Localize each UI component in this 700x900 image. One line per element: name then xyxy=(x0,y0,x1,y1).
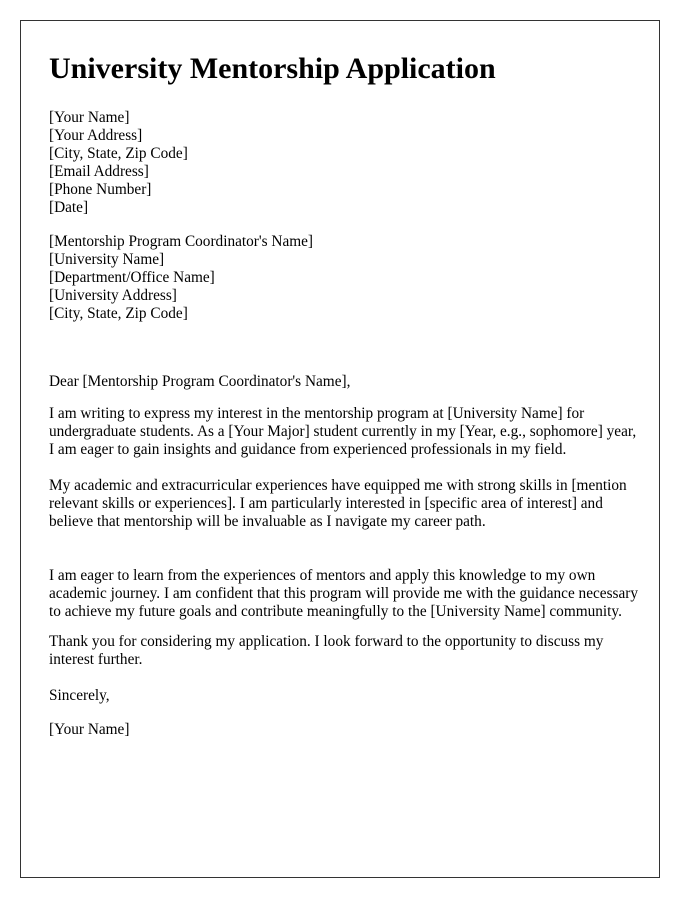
sender-phone: [Phone Number] xyxy=(49,181,152,198)
body-paragraph-3: I am eager to learn from the experiences of mentors and apply this knowledge to my own academic journey. I am confident that this program will provide me with the guidance necessary to achieve my future goals and contribute meaningfully to the [University Name] community. xyxy=(49,567,639,620)
letter-date: [Date] xyxy=(49,199,89,216)
recipient-city-state-zip: [City, State, Zip Code] xyxy=(49,305,188,322)
recipient-address-block xyxy=(49,233,313,323)
sender-city-state-zip: [City, State, Zip Code] xyxy=(49,145,188,162)
recipient-university: [University Name] xyxy=(49,251,165,268)
sender-name: [Your Name] xyxy=(49,109,130,126)
signature-name: [Your Name] xyxy=(49,721,130,738)
letter-title: University Mentorship Application xyxy=(49,52,496,85)
body-paragraph-1: I am writing to express my interest in the mentorship program at [University Name] for undergraduate students. As a [Your Major] student currently in my [Year, e.g., sophomore] year, I am eager to gain insights and guidance from experienced professionals in my field. xyxy=(49,405,637,458)
salutation: Dear [Mentorship Program Coordinator's Name], xyxy=(49,373,351,390)
sender-email: [Email Address] xyxy=(49,163,149,180)
sender-address: [Your Address] xyxy=(49,127,143,144)
body-paragraph-4: Thank you for considering my application. I look forward to the opportunity to discuss my interest further. xyxy=(49,633,604,668)
recipient-department: [Department/Office Name] xyxy=(49,269,215,286)
sender-address-block xyxy=(49,109,188,217)
recipient-address: [University Address] xyxy=(49,287,177,304)
recipient-name: [Mentorship Program Coordinator's Name] xyxy=(49,233,314,250)
closing: Sincerely, xyxy=(49,687,110,704)
letter-page xyxy=(20,20,660,878)
body-paragraph-2: My academic and extracurricular experiences have equipped me with strong skills in [mention relevant skills or experiences]. I am particularly interested in [specific area of interest] and believe that mentorship will be invaluable as I navigate my career path. xyxy=(49,477,627,530)
